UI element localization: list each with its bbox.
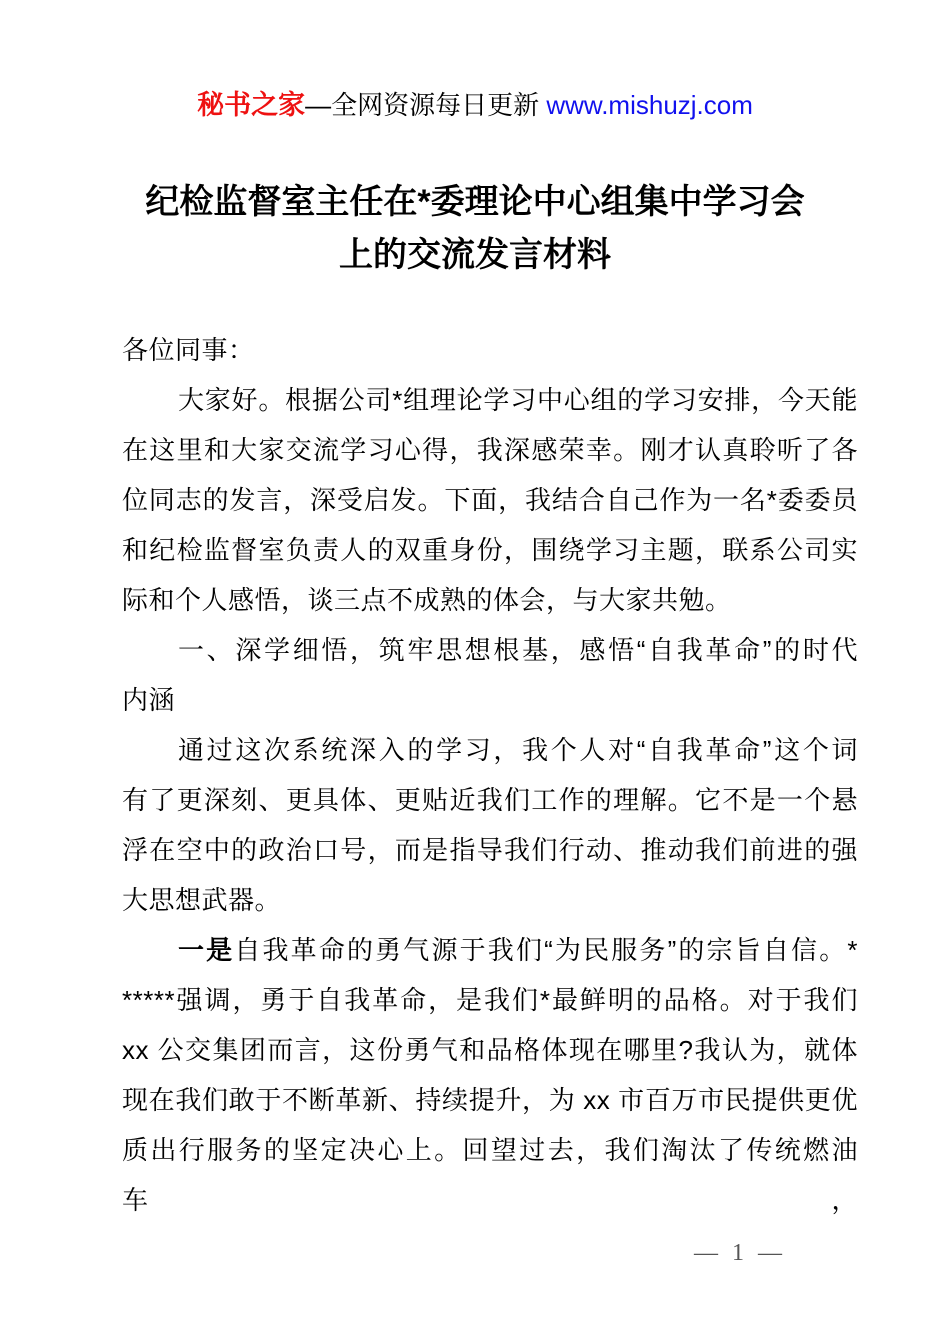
- text-line: 位同志的发言，深受启发。下面，我结合自己作为一名*委委员: [122, 485, 858, 515]
- text-line: 内涵: [122, 685, 176, 715]
- text-line: *****强调，勇于自我革命，是我们*最鲜明的品格。对于我们: [122, 985, 858, 1015]
- text-line: 大思想武器。: [122, 885, 282, 915]
- text-line: 际和个人感悟，谈三点不成熟的体会，与大家共勉。: [122, 585, 732, 615]
- document-body: [122, 325, 858, 1215]
- document-title: [0, 176, 950, 282]
- text-line: 大家好。根据公司*组理论学习中心组的学习安排，今天能: [178, 385, 858, 415]
- header-tagline: —全网资源每日更新: [305, 90, 547, 120]
- title-line-2: 上的交流发言材料: [339, 236, 611, 274]
- text-line: 一是自我革命的勇气源于我们“为民服务”的宗旨自信。*: [178, 935, 858, 965]
- bold-lead-in: 一是: [178, 935, 235, 965]
- text-line: 在这里和大家交流学习心得，我深感荣幸。刚才认真聆听了各: [122, 435, 858, 465]
- site-url-link[interactable]: www.mishuzj.com: [546, 90, 753, 120]
- title-line-1: 纪检监督室主任在*委理论中心组集中学习会: [145, 183, 805, 221]
- text-line: 通过这次系统深入的学习，我个人对“自我革命”这个词: [178, 735, 858, 765]
- text-line: 各位同事：: [122, 335, 255, 365]
- text-line: 一、深学细悟，筑牢思想根基，感悟“自我革命”的时代: [178, 635, 858, 665]
- page-number: — 1 —: [694, 1240, 782, 1266]
- brand-text: 秘书之家: [197, 90, 306, 120]
- text-line: 现在我们敢于不断革新、持续提升，为 xx 市百万市民提供更优: [122, 1085, 858, 1115]
- text-line: 浮在空中的政治口号，而是指导我们行动、推动我们前进的强: [122, 835, 858, 865]
- text-line: xx 公交集团而言，这份勇气和品格体现在哪里?我认为，就体: [122, 1035, 858, 1065]
- site-header: [0, 90, 950, 120]
- text-line: 质出行服务的坚定决心上。回望过去，我们淘汰了传统燃油车，: [122, 1135, 858, 1215]
- text-line: 和纪检监督室负责人的双重身份，围绕学习主题，联系公司实: [122, 535, 858, 565]
- text-line: 有了更深刻、更具体、更贴近我们工作的理解。它不是一个悬: [122, 785, 858, 815]
